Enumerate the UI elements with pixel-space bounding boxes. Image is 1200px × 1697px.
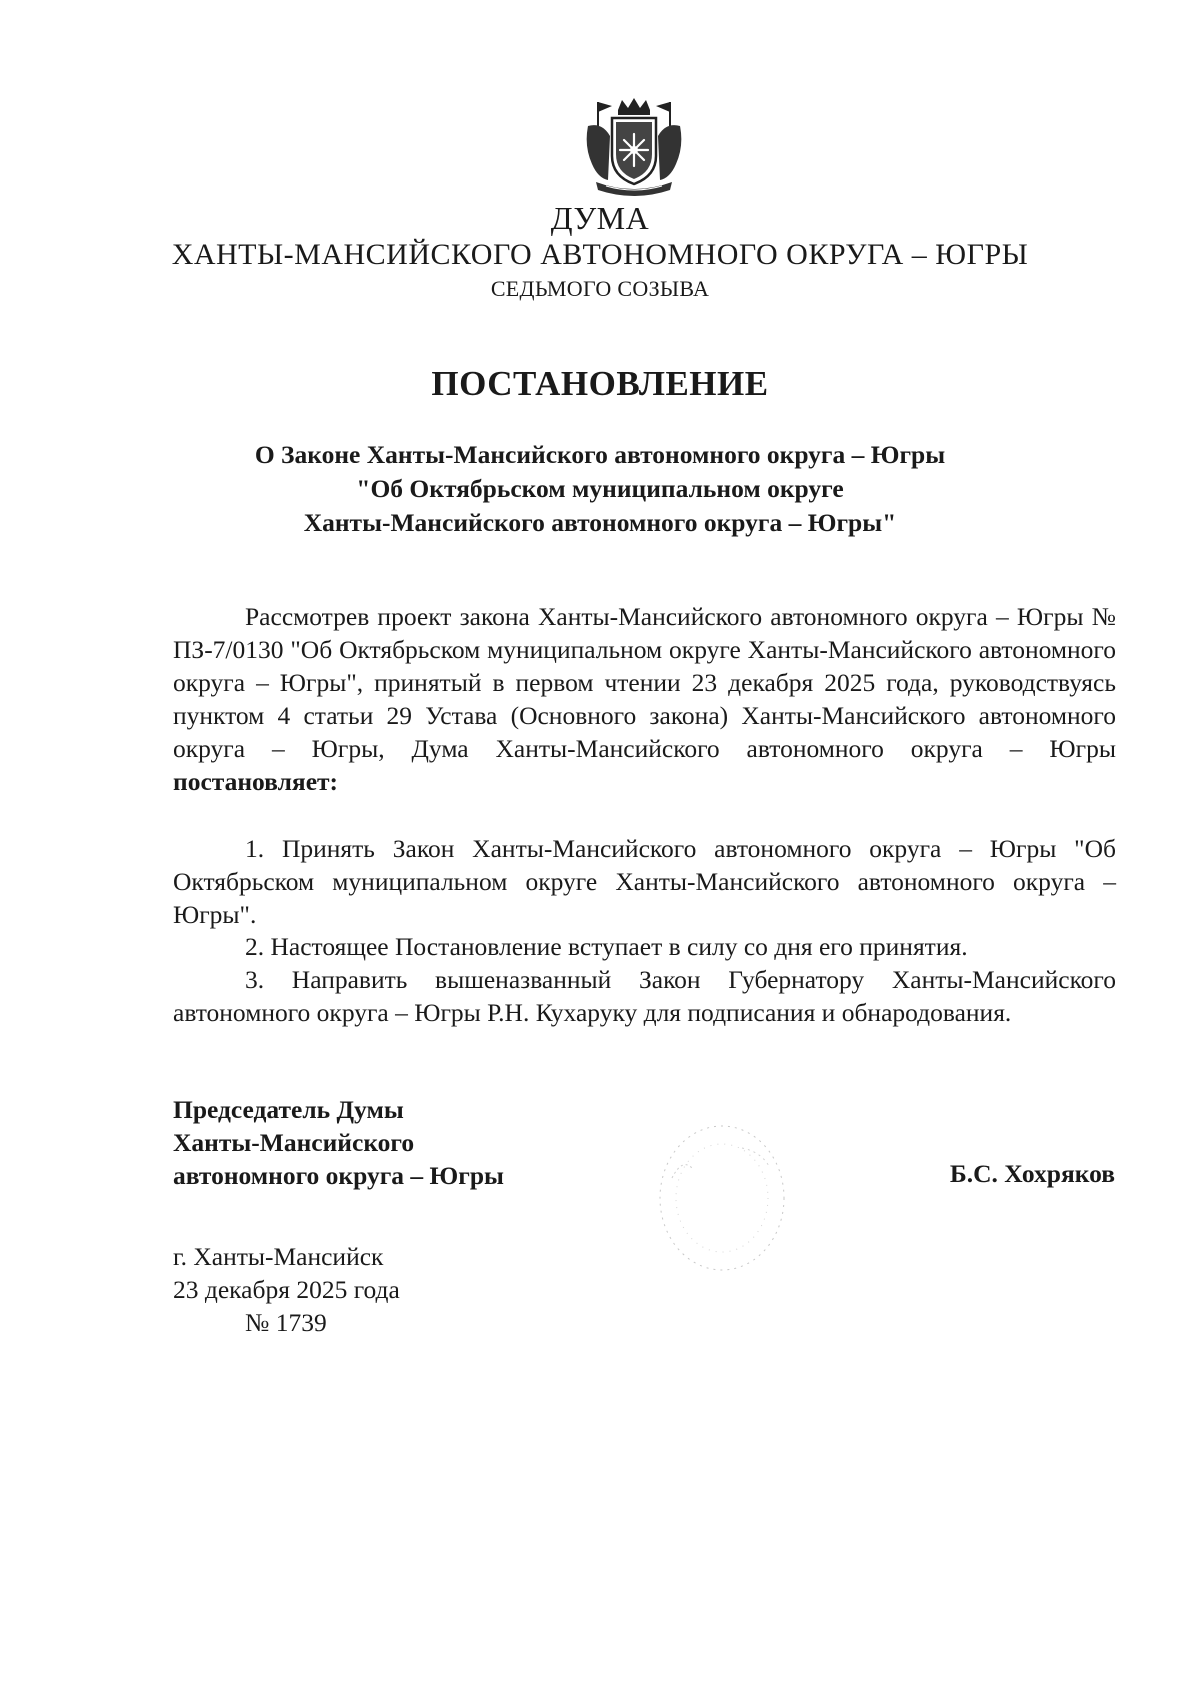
- signatory-title: [173, 1093, 504, 1192]
- signatory-title-line: автономного округа – Югры: [173, 1161, 504, 1190]
- org-convocation: СЕДЬМОГО СОЗЫВА: [490, 276, 710, 301]
- coat-of-arms-icon: [582, 96, 686, 200]
- signer-name: Б.С. Хохряков: [949, 1159, 1115, 1188]
- official-stamp-icon: [652, 1118, 792, 1278]
- signatory-title-line: Председатель Думы: [173, 1095, 404, 1124]
- resolution-item-2: 2. Настоящее Постановление вступает в силу со дня его принятия.: [245, 932, 968, 961]
- preamble-text: Рассмотрев проект закона Ханты-Мансийского автономного округа – Югры № ПЗ-7/0130 "Об Октябрьском муниципальном округе Ханты-Мансийского автономного округа – Югры", принятый в первом чтении 23 декабря 2025 года, руководствуясь пунктом 4 статьи 29 Устава (Основного закона) Ханты-Мансийского автономного округа – Югры, Дума Ханты-Мансийского автономного округа – Югры: [173, 602, 1116, 763]
- document-date: 23 декабря 2025 года: [173, 1275, 400, 1304]
- org-body-name: ДУМА: [550, 200, 650, 236]
- resolution-item-1: 1. Принять Закон Ханты-Мансийского автономного округа – Югры "Об Октябрьском муниципальном округе Ханты-Мансийского автономного округа – Югры".: [173, 834, 1116, 929]
- resolution-item-3: 3. Направить вышеназванный Закон Губернатору Ханты-Мансийского автономного округа – Югры Р.Н. Кухаруку для подписания и обнародования.: [173, 965, 1116, 1027]
- document-type: ПОСТАНОВЛЕНИЕ: [431, 364, 769, 403]
- subject-line: "Об Октябрьском муниципальном округе: [356, 474, 844, 503]
- org-region: ХАНТЫ-МАНСИЙСКОГО АВТОНОМНОГО ОКРУГА – ЮГРЫ: [171, 238, 1029, 271]
- document-number: № 1739: [245, 1308, 327, 1337]
- signatory-title-line: Ханты-Мансийского: [173, 1128, 415, 1157]
- preamble-verb: постановляет:: [173, 767, 339, 796]
- document-place: г. Ханты-Мансийск: [173, 1242, 384, 1271]
- place-and-date: [173, 1240, 400, 1339]
- preamble-paragraph: [173, 600, 1116, 798]
- subject-line: Ханты-Мансийского автономного округа – Югры": [303, 508, 897, 537]
- document-subject: [0, 438, 1200, 540]
- subject-line: О Законе Ханты-Мансийского автономного округа – Югры: [254, 440, 946, 469]
